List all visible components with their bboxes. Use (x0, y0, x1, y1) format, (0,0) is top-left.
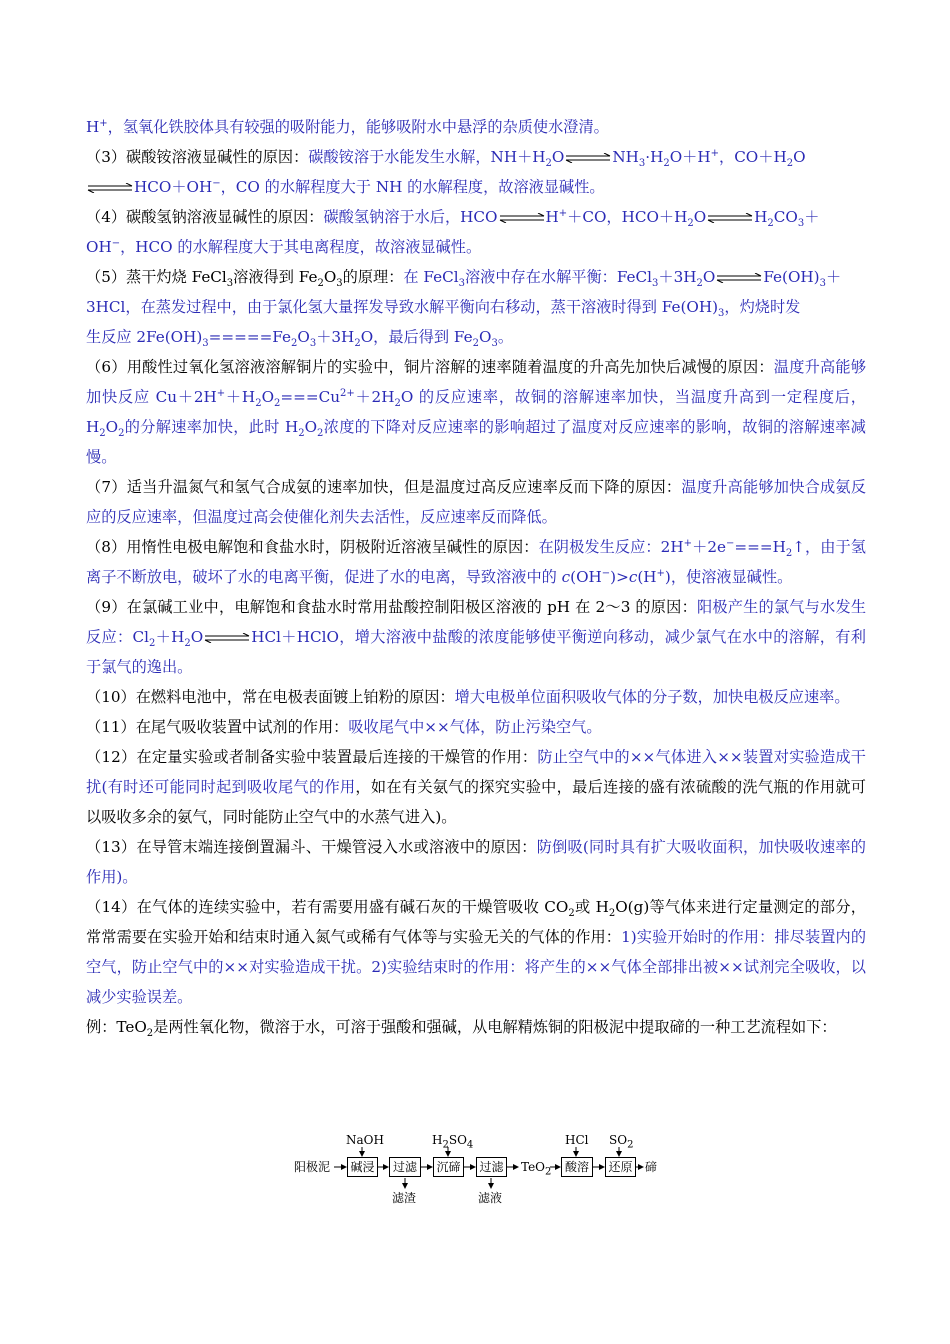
equilibrium-arrow-icon (707, 213, 753, 223)
answer-5: 在 FeCl$_3$溶液中存在水解平衡：$FeCl_3+3H_2O$ $Fe(OH)_3+$ 3HCl，在蒸发过程中，由于氯化氢大量挥发导致水解平衡向右移动，蒸干溶液时得到 $Fe(OH)_3$，灼烧时发 生反应 $2Fe(OH)_3=====Fe_2O_3+3H_2O$，最后得到 $Fe_2O_3$。 (86, 268, 842, 350)
paragraph-2-tail: H+，氢氧化铁胶体具有较强的吸附能力，能够吸附水中悬浮的杂质使水澄清。 (86, 117, 609, 136)
reagent-naoh: NaOH (346, 1133, 384, 1147)
answer-13: 防倒吸(同时具有扩大吸收面积，加快吸收速率的作用)。 (86, 838, 866, 886)
paragraph-10 (86, 682, 866, 712)
byproduct-filtrate: 滤液 (478, 1191, 503, 1205)
question-9: （9）在氯碱工业中，电解饱和食盐水时常用盐酸控制阳极区溶液的 pH 在 2～3 的原因： (86, 598, 697, 616)
equilibrium-arrow-icon (87, 183, 133, 193)
answer-4: 碳酸氢钠溶于水后，HCO H+＋CO，$HCO+H_2O$ $H_2CO_3+$ OH−，HCO 的水解程度大于其电离程度，故溶液显碱性。 (86, 207, 820, 256)
reagent-so2: $SO_2$ (609, 1133, 634, 1151)
answer-10: 增大电极单位面积吸收气体的分子数，加快电极反应速率。 (454, 688, 850, 706)
byproduct-residue: 滤渣 (392, 1191, 417, 1205)
question-11: （11）在尾气吸收装置中试剂的作用： (86, 718, 349, 736)
answer-6: 温度升高能够加快反应 $Cu+2H^++H_2O_2===Cu^{2+}+2H_2O$ 的反应速率，故铜的溶解速率加快，当温度升高到一定程度后，$H_2O_2$的分解速率加快，此时 $H_2O_2$浓度的下降对反应速率的影响超过了温度对反应速率的影响，故铜的溶解速率减慢。 (86, 358, 867, 466)
flow-start-label: 阳极泥 (294, 1160, 331, 1174)
flow-step-alkali-leach: 碱浸 (347, 1157, 378, 1177)
question-14: （14）在气体的连续实验中，若有需要用盛有碱石灰的干燥管吸收 $CO_2$或 $H_2O(g)$等气体来进行定量测定的部分，常常需要在实验开始和结束时通入氮气或稀有气体等与实验无关的气体的作用： (86, 898, 866, 946)
document-body (86, 112, 866, 1042)
paragraph-14 (86, 892, 866, 1012)
paragraph-12 (86, 742, 866, 832)
reagent-h2so4: $H_2SO_4$ (432, 1133, 474, 1151)
question-10: （10）在燃料电池中，常在电极表面镀上铂粉的原因： (86, 688, 455, 706)
flow-step-precipitate: 沉碲 (433, 1157, 464, 1177)
reagent-hcl: HCl (565, 1133, 589, 1147)
question-13: （13）在导管末端连接倒置漏斗、干燥管浸入水或溶液中的原因： (86, 838, 537, 856)
answer-12: 防止空气中的××气体进入××装置对实验造成干扰(有时还可能同时起到吸收尾气的作用 (86, 748, 866, 796)
flow-end-label: 碲 (645, 1160, 658, 1174)
answer-3: 碳酸铵溶于水能发生水解，$NH+H_2O$ $NH_3\cdot H_2O+H^+$，$CO+H_2O$ HCO＋OH−，CO 的水解程度大于 NH 的水解程度，故溶液显碱性。 (86, 148, 806, 196)
equilibrium-arrow-icon (716, 273, 762, 283)
paragraph-8 (86, 532, 866, 592)
question-7: （7）适当升温氮气和氢气合成氨的速率加快，但是温度过高反应速率反而下降的原因： (86, 478, 682, 496)
paragraph-3 (86, 142, 866, 202)
question-6: （6）用酸性过氧化氢溶液溶解铜片的实验中，铜片溶解的速率随着温度的升高先加快后减慢的原因： (86, 358, 774, 376)
equilibrium-arrow-icon (499, 213, 545, 223)
equilibrium-arrow-icon (204, 633, 250, 643)
question-4: （4）碳酸氢钠溶液显碱性的原因： (86, 208, 324, 226)
note-12: ，如在有关氨气的探究实验中，最后连接的盛有浓硫酸的洗气瓶的作用就可以吸收多余的氨气，同时能防止空气中的水蒸气进入)。 (86, 778, 866, 826)
example-intro: 例：TeO$_2$是两性氧化物，微溶于水，可溶于强酸和强碱，从电解精炼铜的阳极泥中提取碲的一种工艺流程如下： (86, 1018, 837, 1040)
paragraph-13 (86, 832, 866, 892)
question-8: （8）用惰性电极电解饱和食盐水时，阴极附近溶液呈碱性的原因： (86, 538, 539, 556)
question-12: （12）在定量实验或者制备实验中装置最后连接的干燥管的作用： (86, 748, 538, 766)
paragraph-7 (86, 472, 866, 532)
question-3: （3）碳酸铵溶液显碱性的原因： (86, 148, 309, 166)
paragraph-9 (86, 592, 866, 682)
flow-step-acid-dissolve: 酸溶 (561, 1157, 593, 1177)
answer-7: 温度升高能够加快合成氨反应的反应速率，但温度过高会使催化剂失去活性，反应速率反而降低。 (86, 478, 867, 526)
flow-step-reduce: 还原 (605, 1157, 636, 1177)
paragraph-11 (86, 712, 866, 742)
answer-11: 吸收尾气中××气体，防止污染空气。 (348, 718, 602, 736)
equilibrium-arrow-icon (565, 153, 611, 163)
process-flow-diagram (292, 1130, 672, 1210)
flow-step-filter-1: 过滤 (389, 1157, 421, 1177)
paragraph-6 (86, 352, 866, 472)
intermediate-teo2: TeO$_2$ (521, 1160, 552, 1178)
paragraph-5 (86, 262, 866, 352)
answer-9: 阳极产生的氯气与水发生反应：$Cl_2+H_2O$ HCl＋HClO，增大溶液中盐酸的浓度能够使平衡逆向移动，减少氯气在水中的溶解，有利于氯气的逸出。 (86, 598, 867, 676)
question-5: （5）蒸干灼烧 FeCl$_3$溶液得到 $Fe_2O_3$的原理： (86, 268, 404, 290)
paragraph-4 (86, 202, 866, 262)
flow-step-filter-2: 过滤 (476, 1157, 507, 1177)
answer-14: 1)实验开始时的作用：排尽装置内的空气，防止空气中的××对实验造成干扰。2)实验结束时的作用：将产生的××气体全部排出被××试剂完全吸收，以减少实验误差。 (86, 928, 867, 1006)
answer-8: 在阴极发生反应：$2H^++2e^-===H_2↑$，由于氢离子不断放电，破坏了水的电离平衡，促进了水的电离，导致溶液中的 c(OH−)>c(H+)，使溶液显碱性。 (86, 537, 866, 586)
